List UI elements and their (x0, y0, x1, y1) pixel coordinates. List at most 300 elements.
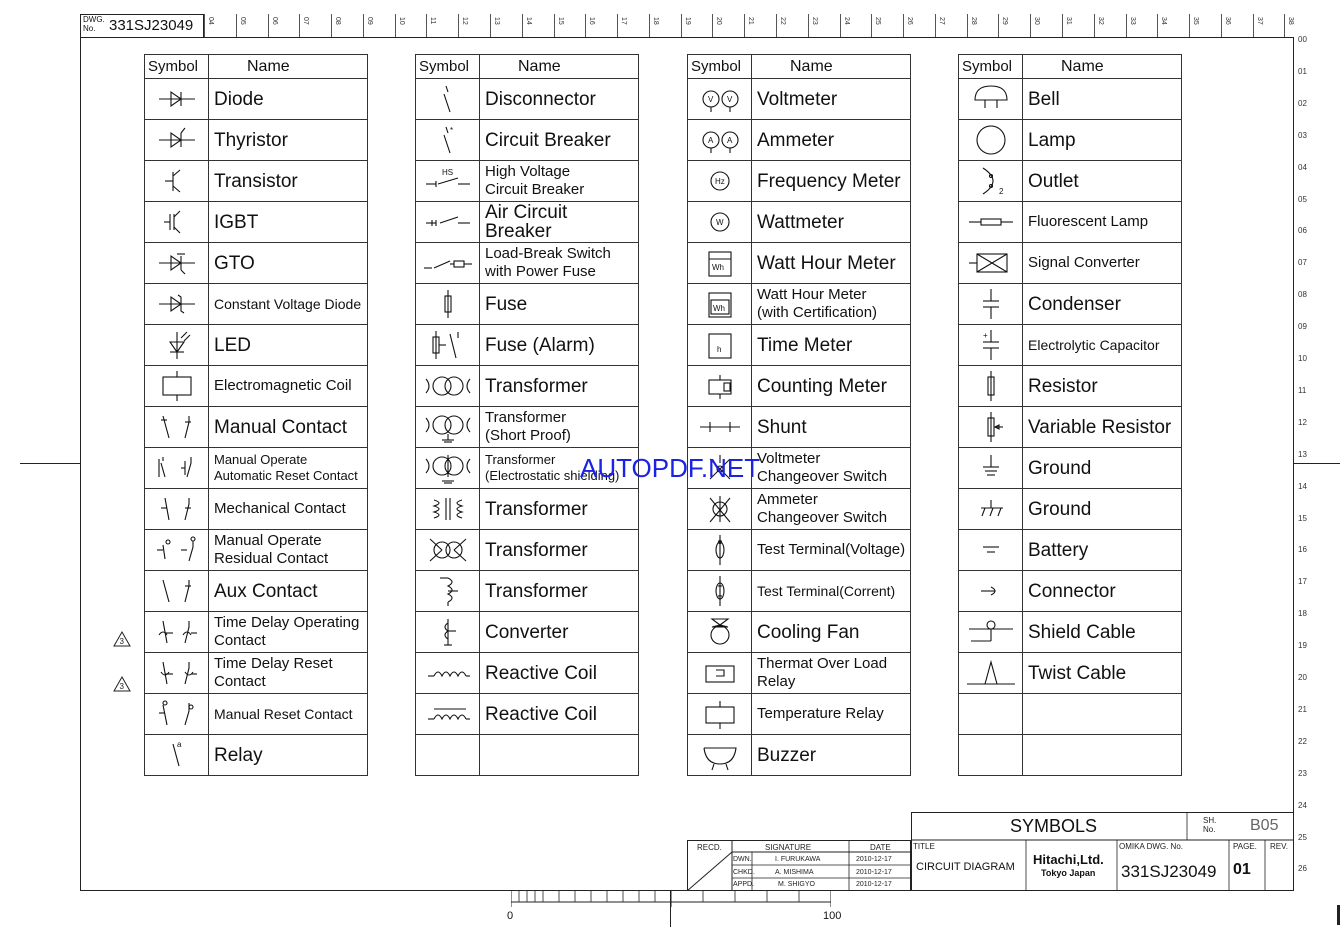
symbol-cell (959, 448, 1023, 489)
sheet-no-label: SH. No. (1203, 816, 1217, 834)
ruler-tick (236, 14, 237, 37)
symbol-cell (145, 79, 209, 120)
table-header-row (416, 55, 639, 79)
disconnector-icon (422, 82, 474, 116)
symbol-cell (145, 448, 209, 489)
led-icon (151, 328, 203, 362)
igbt-icon (151, 205, 203, 239)
name-cell: Watt Hour Meter (with Certification) (752, 284, 911, 325)
table-row (145, 530, 368, 571)
fuse-icon (422, 287, 474, 321)
symbol-column-header: Symbol (145, 55, 209, 79)
table-row (145, 612, 368, 653)
lamp-icon (965, 123, 1017, 157)
name-cell: Fuse (Alarm) (480, 325, 639, 366)
ruler-tick (776, 14, 777, 37)
table-row (688, 653, 911, 694)
ruler-tick-label: 04 (207, 17, 214, 25)
name-column-header: Name (480, 55, 639, 79)
ruler-tick-label: 26 (906, 17, 913, 25)
table-row (959, 79, 1182, 120)
table-row (688, 243, 911, 284)
symbol-cell (145, 694, 209, 735)
table-row (688, 120, 911, 161)
ruler-tick (1094, 14, 1095, 37)
symbol-cell (416, 161, 480, 202)
table-row (959, 448, 1182, 489)
table-row (959, 735, 1182, 776)
table-row (416, 243, 639, 284)
name-cell (480, 735, 639, 776)
table-row (145, 284, 368, 325)
ruler-tick-label: 14 (525, 17, 532, 25)
symbol-cell (959, 202, 1023, 243)
name-cell: Ground (1023, 448, 1182, 489)
ruler-tick-label: 10 (398, 17, 405, 25)
fuse-alarm-icon (422, 328, 474, 362)
name-cell: Transformer (480, 530, 639, 571)
residual-contact-icon (151, 533, 203, 567)
omika-number: 331SJ23049 (1121, 862, 1217, 881)
ruler-tick-label: 15 (557, 17, 564, 25)
ruler-tick-label: 07 (302, 17, 309, 25)
symbol-cell (959, 612, 1023, 653)
name-cell: Cooling Fan (752, 612, 911, 653)
svg-text:W: W (715, 218, 724, 227)
table-row (959, 202, 1182, 243)
ruler-tick-label: 29 (1001, 17, 1008, 25)
name-column-header: Name (209, 55, 368, 79)
table-row (959, 243, 1182, 284)
resistor-icon (965, 369, 1017, 403)
name-column-header: Name (1023, 55, 1182, 79)
table-row (688, 694, 911, 735)
symbol-cell (416, 243, 480, 284)
table-row (416, 284, 639, 325)
symbol-column-header: Symbol (688, 55, 752, 79)
time-meter-icon (694, 328, 746, 362)
ruler-tick-label: 10 (1298, 354, 1307, 363)
name-cell: Ammeter (752, 120, 911, 161)
symbol-cell (688, 612, 752, 653)
coil-icon (151, 369, 203, 403)
ruler-tick-label: 16 (1298, 545, 1307, 554)
ruler-tick (299, 14, 300, 37)
ruler-tick-label: 17 (620, 17, 627, 25)
symbol-cell (688, 489, 752, 530)
ruler-tick-label: 04 (1298, 163, 1307, 172)
ammeter-icon (694, 123, 746, 157)
ruler-tick-label: 00 (1298, 35, 1307, 44)
name-cell: Variable Resistor (1023, 407, 1182, 448)
ruler-tick (331, 14, 332, 37)
table-header-row (688, 55, 911, 79)
symbol-table-2 (415, 54, 639, 776)
table-row (145, 448, 368, 489)
svg-text:+: + (982, 331, 988, 340)
table-row (416, 366, 639, 407)
table-row (959, 366, 1182, 407)
symbol-cell (688, 571, 752, 612)
ruler-tick-label: 09 (366, 17, 373, 25)
table-row (959, 612, 1182, 653)
ruler-tick-label: 20 (1298, 673, 1307, 682)
ruler-tick (1189, 14, 1190, 37)
scale-start: 0 (507, 910, 514, 922)
name-cell: Aux Contact (209, 571, 368, 612)
symbol-cell (145, 489, 209, 530)
ruler-tick-label: 38 (1287, 17, 1294, 25)
sheet-number: B05 (1250, 817, 1279, 834)
symbol-cell (959, 407, 1023, 448)
ruler-tick-label: 26 (1298, 864, 1307, 873)
name-cell: Manual Operate Automatic Reset Contact (209, 448, 368, 489)
fold-mark-right (1294, 463, 1340, 464)
symbol-cell (959, 530, 1023, 571)
table-row (959, 489, 1182, 530)
table-row (688, 284, 911, 325)
symbol-cell (416, 571, 480, 612)
table-row (145, 325, 368, 366)
ruler-tick-label: 06 (271, 17, 278, 25)
table-row (145, 161, 368, 202)
symbol-cell (959, 161, 1023, 202)
name-cell: Shunt (752, 407, 911, 448)
ruler-tick (1126, 14, 1127, 37)
fold-mark-left (20, 463, 80, 464)
ruler-tick (744, 14, 745, 37)
table-row (145, 694, 368, 735)
ruler-tick-label: 12 (461, 17, 468, 25)
ruler-tick-label: 22 (779, 17, 786, 25)
name-cell: Test Terminal(Corrent) (752, 571, 911, 612)
twist-cable-icon (965, 656, 1017, 690)
ruler-tick (1253, 14, 1254, 37)
symbol-cell (145, 284, 209, 325)
dwg-number: 331SJ23049 (109, 17, 194, 34)
symbol-cell (959, 366, 1023, 407)
svg-text:h: h (716, 345, 721, 354)
symbol-table-1 (144, 54, 368, 776)
name-cell: Disconnector (480, 79, 639, 120)
symbol-cell (416, 325, 480, 366)
ruler-tick-label: 14 (1298, 482, 1307, 491)
table-row (145, 571, 368, 612)
symbol-cell (959, 243, 1023, 284)
ruler-tick (712, 14, 713, 37)
table-row (688, 735, 911, 776)
ruler-tick (871, 14, 872, 37)
ruler-tick-label: 35 (1192, 17, 1199, 25)
svg-text:3: 3 (119, 637, 124, 646)
watermark: AUTOPDF.NET (580, 453, 761, 483)
table-row (145, 366, 368, 407)
ruler-tick-label: 13 (1298, 450, 1307, 459)
ruler-tick (268, 14, 269, 37)
name-cell: Buzzer (752, 735, 911, 776)
table-row (416, 325, 639, 366)
table-row (688, 366, 911, 407)
ruler-tick-label: 21 (1298, 705, 1307, 714)
reactive-coil-icon (422, 656, 474, 690)
table-row (416, 612, 639, 653)
ruler-tick-label: 02 (1298, 99, 1307, 108)
symbol-cell (688, 120, 752, 161)
svg-text:Wh: Wh (712, 304, 725, 313)
ruler-tick (840, 14, 841, 37)
table-row (688, 530, 911, 571)
name-cell: Manual Contact (209, 407, 368, 448)
table-row (688, 407, 911, 448)
ruler-tick-label: 19 (684, 17, 691, 25)
name-cell: LED (209, 325, 368, 366)
signature-label: SIGNATURE (765, 843, 812, 852)
symbol-cell (688, 161, 752, 202)
name-cell: Reactive Coil (480, 694, 639, 735)
name-cell: High Voltage Circuit Breaker (480, 161, 639, 202)
auto-reset-contact-icon (151, 451, 203, 485)
svg-text:3: 3 (119, 682, 124, 691)
test-terminal-current-icon (694, 574, 746, 608)
name-cell: Shield Cable (1023, 612, 1182, 653)
ruler-tick (998, 14, 999, 37)
counting-meter-icon (694, 369, 746, 403)
table-row (688, 79, 911, 120)
ruler-tick (903, 14, 904, 37)
transformer-shielding-icon (422, 451, 474, 485)
name-cell: Signal Converter (1023, 243, 1182, 284)
ruler-tick-label: 21 (747, 17, 754, 25)
ground-icon (965, 451, 1017, 485)
signer-date: 2010-12-17 (856, 856, 892, 863)
ruler-tick-label: 01 (1298, 67, 1307, 76)
signer-name: M. SHIGYO (778, 881, 815, 888)
svg-text:V: V (707, 95, 713, 104)
symbol-cell (688, 735, 752, 776)
ruler-tick-label: 27 (938, 17, 945, 25)
name-cell: Ground (1023, 489, 1182, 530)
revision-triangle-icon (113, 676, 131, 692)
ruler-tick-label: 08 (334, 17, 341, 25)
symbol-cell (145, 202, 209, 243)
ruler-tick (681, 14, 682, 37)
table-row (416, 120, 639, 161)
ruler-tick (395, 14, 396, 37)
symbol-cell (416, 202, 480, 243)
ruler-tick-label: 18 (1298, 609, 1307, 618)
manual-contact-icon (151, 410, 203, 444)
table-row (688, 325, 911, 366)
symbol-cell (688, 243, 752, 284)
table-row (959, 530, 1182, 571)
right-ruler (1294, 37, 1334, 891)
ruler-tick (554, 14, 555, 37)
variable-resistor-icon (965, 410, 1017, 444)
page-label: PAGE. (1233, 842, 1257, 851)
name-cell: Test Terminal(Voltage) (752, 530, 911, 571)
name-cell: Constant Voltage Diode (209, 284, 368, 325)
ruler-tick-label: 11 (1298, 386, 1307, 395)
ruler-tick (935, 14, 936, 37)
name-cell: Reactive Coil (480, 653, 639, 694)
symbol-cell (145, 243, 209, 284)
ruler-tick (522, 14, 523, 37)
svg-text:HS: HS (441, 168, 453, 177)
table-row (959, 120, 1182, 161)
table-row (688, 612, 911, 653)
symbol-cell (416, 735, 480, 776)
table-row (145, 735, 368, 776)
name-cell: Transformer (480, 571, 639, 612)
table-row (959, 653, 1182, 694)
symbol-cell (145, 571, 209, 612)
symbol-cell (688, 79, 752, 120)
name-cell: IGBT (209, 202, 368, 243)
name-cell: Condenser (1023, 284, 1182, 325)
ruler-tick (1157, 14, 1158, 37)
ruler-tick-label: 36 (1224, 17, 1231, 25)
thermal-overload-relay-icon (694, 656, 746, 690)
battery-icon (965, 533, 1017, 567)
name-cell: Voltmeter (752, 79, 911, 120)
symbol-column-header: Symbol (416, 55, 480, 79)
svg-text:Hz: Hz (714, 177, 725, 186)
symbol-cell (959, 735, 1023, 776)
symbol-cell (416, 653, 480, 694)
company-name: Hitachi,Ltd. (1033, 852, 1104, 867)
svg-text:A: A (707, 136, 713, 145)
transformer-core-icon (422, 492, 474, 526)
table-row (416, 735, 639, 776)
drawing-number-box (80, 14, 204, 37)
ruler-tick-label: 18 (652, 17, 659, 25)
ruler-tick (458, 14, 459, 37)
table-row (145, 79, 368, 120)
name-cell: Thyristor (209, 120, 368, 161)
converter-icon (422, 615, 474, 649)
table-row (416, 694, 639, 735)
company-location: Tokyo Japan (1041, 868, 1096, 878)
symbols-title: SYMBOLS (1010, 816, 1098, 836)
symbol-cell (959, 489, 1023, 530)
name-cell (1023, 735, 1182, 776)
table-row (416, 79, 639, 120)
symbol-cell (959, 325, 1023, 366)
ruler-tick-label: 19 (1298, 641, 1307, 650)
ruler-tick-label: 34 (1160, 17, 1167, 25)
ruler-tick (426, 14, 427, 37)
buzzer-icon (694, 738, 746, 772)
table-row (145, 653, 368, 694)
signer-role: DWN. (733, 856, 752, 863)
name-cell: Time Delay Reset Contact (209, 653, 368, 694)
table-row (688, 161, 911, 202)
ruler-tick (363, 14, 364, 37)
transformer-icon (422, 369, 474, 403)
table-row (416, 571, 639, 612)
symbol-table-3 (687, 54, 911, 776)
symbol-cell (145, 653, 209, 694)
name-cell: Load-Break Switch with Power Fuse (480, 243, 639, 284)
ruler-tick (1062, 14, 1063, 37)
table-row (416, 653, 639, 694)
scale-end: 100 (823, 910, 842, 922)
table-row (416, 202, 639, 243)
symbol-cell (416, 612, 480, 653)
condenser-icon (965, 287, 1017, 321)
outlet-icon (965, 164, 1017, 198)
name-cell: Fluorescent Lamp (1023, 202, 1182, 243)
electrolytic-capacitor-icon (965, 328, 1017, 362)
name-cell: Air Circuit Breaker (480, 202, 639, 243)
name-cell: Transformer (480, 489, 639, 530)
symbol-cell (959, 284, 1023, 325)
table-row (416, 407, 639, 448)
top-ruler (204, 14, 1294, 37)
title-label: TITLE (913, 842, 935, 851)
symbol-cell (688, 366, 752, 407)
fluorescent-lamp-icon (965, 205, 1017, 239)
ruler-tick-label: 22 (1298, 737, 1307, 746)
load-break-switch-icon (422, 246, 474, 280)
table-row (145, 489, 368, 530)
symbol-cell (688, 694, 752, 735)
table-row (959, 325, 1182, 366)
ruler-tick (967, 14, 968, 37)
omika-label: OMIKA DWG. No. (1119, 842, 1184, 851)
date-label: DATE (870, 843, 891, 852)
symbol-cell (416, 120, 480, 161)
name-cell: Transistor (209, 161, 368, 202)
symbol-cell (145, 120, 209, 161)
edge-mark (1337, 905, 1340, 925)
title-value: CIRCUIT DIAGRAM (916, 861, 1015, 873)
table-row (959, 284, 1182, 325)
ruler-tick-label: 24 (1298, 801, 1307, 810)
center-mark (670, 891, 671, 927)
name-cell: Lamp (1023, 120, 1182, 161)
name-cell: Bell (1023, 79, 1182, 120)
symbol-cell (688, 407, 752, 448)
dwg-label: DWG. No. (83, 15, 105, 33)
temperature-relay-icon (694, 697, 746, 731)
name-cell: Ammeter Changeover Switch (752, 489, 911, 530)
ruler-tick (649, 14, 650, 37)
name-cell: Manual Reset Contact (209, 694, 368, 735)
svg-text:2: 2 (998, 187, 1003, 196)
name-cell: Thermat Over Load Relay (752, 653, 911, 694)
symbol-cell (145, 325, 209, 366)
symbol-cell (688, 325, 752, 366)
symbol-cell (959, 653, 1023, 694)
table-row (688, 571, 911, 612)
name-cell: Time Delay Operating Contact (209, 612, 368, 653)
name-cell: Wattmeter (752, 202, 911, 243)
ruler-tick-label: 28 (970, 17, 977, 25)
transformer-tap-icon (422, 574, 474, 608)
table-row (416, 161, 639, 202)
svg-text:Wh: Wh (711, 263, 724, 272)
thyristor-icon (151, 123, 203, 157)
signer-date: 2010-12-17 (856, 869, 892, 876)
ruler-tick-label: 25 (874, 17, 881, 25)
ruler-tick-label: 09 (1298, 322, 1307, 331)
name-column-header: Name (752, 55, 911, 79)
cooling-fan-icon (694, 615, 746, 649)
ruler-tick-label: 37 (1256, 17, 1263, 25)
signer-role: CHKD. (733, 869, 755, 876)
rev-label: REV. (1270, 842, 1288, 851)
